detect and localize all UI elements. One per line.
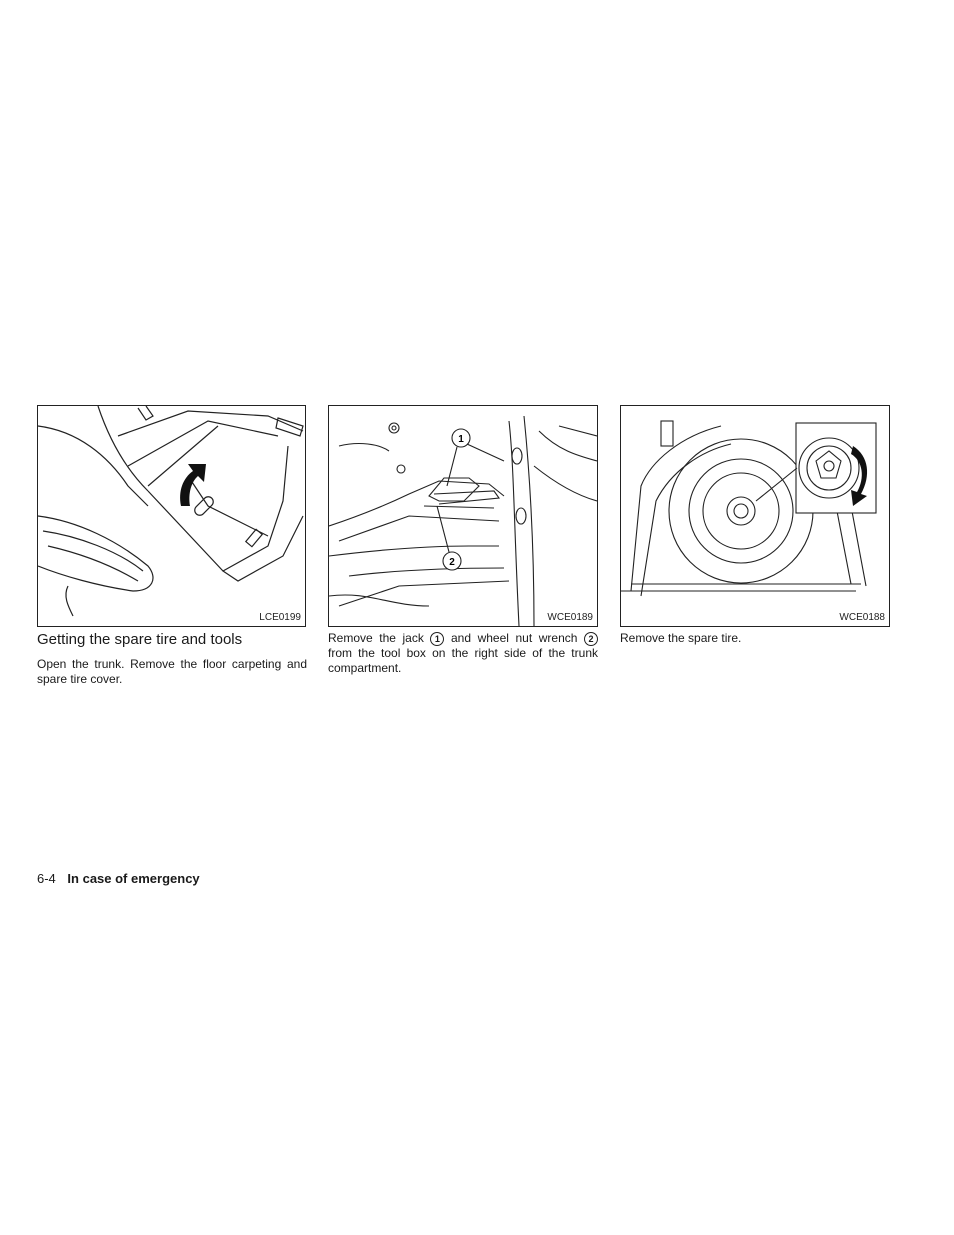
- instruction-text: Open the trunk. Remove the floor carpeting and spare tire cover.: [37, 657, 307, 686]
- instruction-part: and wheel nut wrench: [451, 631, 578, 645]
- figure-trunk-floor: [37, 405, 306, 627]
- instruction-text: [328, 631, 598, 675]
- spare-tire-removal-illustration: [621, 406, 889, 626]
- page-footer: [37, 871, 200, 886]
- trunk-floor-lift-illustration: [38, 406, 305, 626]
- column-1: [37, 631, 307, 686]
- column-3: [620, 631, 890, 646]
- instruction-part: from the tool box on the right side of the trunk compartment.: [328, 646, 598, 675]
- figure-spare-tire: [620, 405, 890, 627]
- callout-1-inline: 1: [430, 632, 444, 646]
- section-heading: Getting the spare tire and tools: [37, 631, 243, 648]
- figure-code: WCE0188: [836, 612, 885, 623]
- page-number: 6-4: [37, 871, 56, 886]
- instruction-part: Remove the jack: [328, 631, 424, 645]
- column-2: [328, 631, 598, 675]
- figure-code: LCE0199: [256, 612, 301, 623]
- instruction-text: Remove the spare tire.: [620, 631, 742, 645]
- section-title: In case of emergency: [67, 871, 200, 886]
- callout-1: 1: [458, 434, 464, 445]
- figure-jack-toolbox: [328, 405, 598, 627]
- jack-and-wrench-toolbox-illustration: [329, 406, 597, 626]
- callout-2: 2: [449, 557, 455, 568]
- callout-2-inline: 2: [584, 632, 598, 646]
- figure-code: WCE0189: [544, 612, 593, 623]
